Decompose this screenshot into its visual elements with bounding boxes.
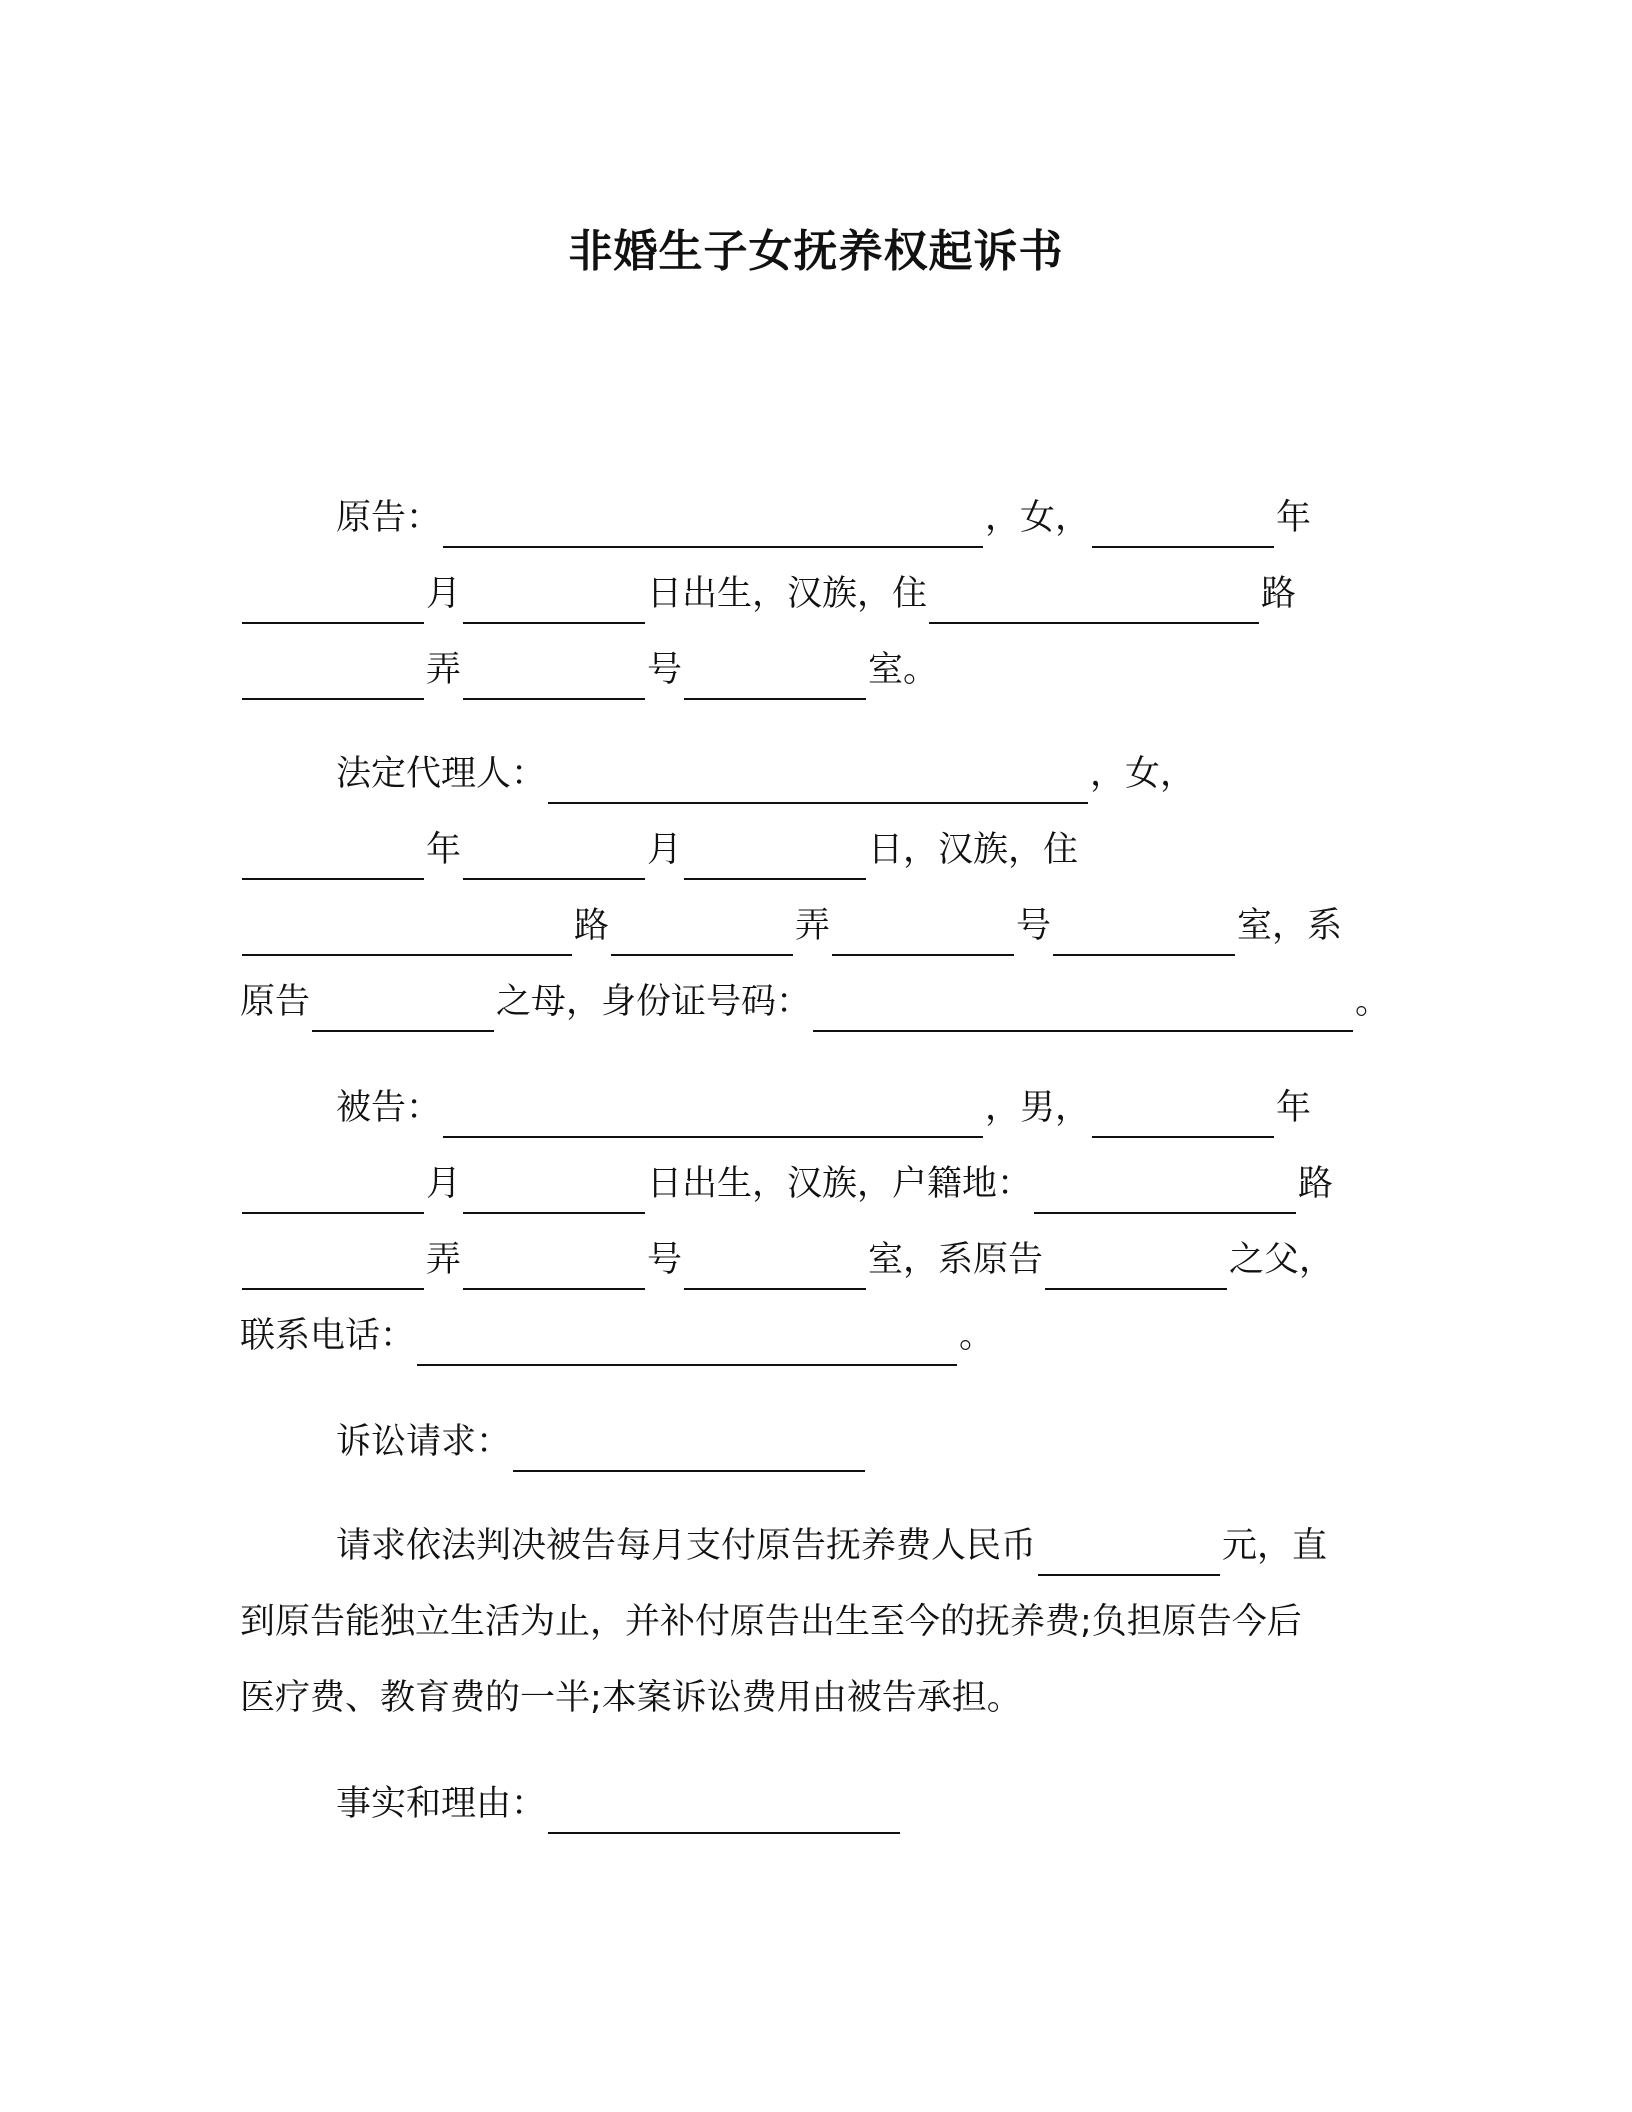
- room-relation-text: 室，系: [1237, 906, 1343, 946]
- claims-text-3: 医疗费、教育费的一半;本案诉讼费用由被告承担。: [240, 1678, 1022, 1718]
- claims-text-2: 到原告能独立生活为止，并补付原告出生至今的抚养费;负担原告今后: [240, 1602, 1302, 1642]
- plaintiff-lane-blank[interactable]: [242, 652, 424, 700]
- phone-label: 联系电话：: [240, 1316, 416, 1356]
- period-text: 。: [959, 1316, 995, 1356]
- road-text: 路: [1298, 1164, 1334, 1204]
- defendant-relation-blank[interactable]: [1045, 1242, 1227, 1290]
- defendant-label: 被告：: [336, 1088, 442, 1128]
- defendant-phone-blank[interactable]: [417, 1318, 957, 1366]
- facts-heading-line: [336, 1774, 902, 1834]
- defendant-line-1: [336, 1078, 1311, 1138]
- plaintiff-gender-text: ，女，: [985, 498, 1091, 538]
- room-relation-text: 室，系原告: [868, 1240, 1044, 1280]
- number-text: 号: [647, 650, 683, 690]
- defendant-birth-year-blank[interactable]: [1092, 1090, 1274, 1138]
- period-text: 。: [1355, 982, 1391, 1022]
- document-title: 非婚生子女抚养权起诉书: [568, 226, 1064, 277]
- claims-heading-line: [336, 1412, 867, 1472]
- agent-year-blank[interactable]: [242, 832, 424, 880]
- plaintiff-line-1: [336, 488, 1311, 548]
- plaintiff-word: 原告: [240, 982, 311, 1022]
- claims-label: 诉讼请求：: [336, 1422, 512, 1462]
- defendant-room-blank[interactable]: [684, 1242, 866, 1290]
- agent-road-blank[interactable]: [242, 908, 572, 956]
- room-text: 室。: [868, 650, 939, 690]
- plaintiff-birth-month-blank[interactable]: [242, 576, 424, 624]
- agent-month-blank[interactable]: [463, 832, 645, 880]
- claims-line-3: [240, 1668, 1022, 1728]
- year-text: 年: [1276, 498, 1312, 538]
- defendant-line-3: [240, 1230, 1334, 1290]
- claims-blank[interactable]: [513, 1424, 865, 1472]
- agent-lane-blank[interactable]: [611, 908, 793, 956]
- year-text: 年: [1276, 1088, 1312, 1128]
- agent-line-2: [240, 820, 1078, 880]
- agent-line-3: [240, 896, 1342, 956]
- claims-line-2: [240, 1592, 1302, 1652]
- agent-line-1: [336, 744, 1195, 804]
- birth-ethnicity-text: 日出生，汉族，住: [647, 574, 928, 614]
- agent-line-4: [240, 972, 1390, 1032]
- lane-text: 弄: [795, 906, 831, 946]
- agent-relation-blank[interactable]: [312, 984, 494, 1032]
- number-text: 号: [647, 1240, 683, 1280]
- support-amount-blank[interactable]: [1038, 1528, 1220, 1576]
- agent-id-number-blank[interactable]: [813, 984, 1353, 1032]
- defendant-name-blank[interactable]: [443, 1090, 983, 1138]
- plaintiff-label: 原告：: [336, 498, 442, 538]
- day-ethnicity-text: 日，汉族，住: [868, 830, 1079, 870]
- month-text: 月: [426, 1164, 462, 1204]
- agent-room-blank[interactable]: [1053, 908, 1235, 956]
- road-text: 路: [574, 906, 610, 946]
- defendant-line-4: [240, 1306, 994, 1366]
- road-text: 路: [1261, 574, 1297, 614]
- facts-label: 事实和理由：: [336, 1784, 547, 1824]
- month-text: 月: [647, 830, 683, 870]
- facts-blank[interactable]: [548, 1786, 900, 1834]
- defendant-line-2: [240, 1154, 1333, 1214]
- agent-gender-text: ，女，: [1090, 754, 1196, 794]
- agent-name-blank[interactable]: [548, 756, 1088, 804]
- plaintiff-line-3: [240, 640, 938, 700]
- plaintiff-line-2: [240, 564, 1296, 624]
- defendant-birth-day-blank[interactable]: [463, 1166, 645, 1214]
- number-text: 号: [1016, 906, 1052, 946]
- plaintiff-road-blank[interactable]: [929, 576, 1259, 624]
- lane-text: 弄: [426, 650, 462, 690]
- defendant-birth-month-blank[interactable]: [242, 1166, 424, 1214]
- birth-domicile-text: 日出生，汉族，户籍地：: [647, 1164, 1033, 1204]
- claims-text-1a: 请求依法判决被告每月支付原告抚养费人民币: [336, 1526, 1037, 1566]
- year-text: 年: [426, 830, 462, 870]
- plaintiff-number-blank[interactable]: [463, 652, 645, 700]
- month-text: 月: [426, 574, 462, 614]
- defendant-road-blank[interactable]: [1034, 1166, 1296, 1214]
- plaintiff-birth-day-blank[interactable]: [463, 576, 645, 624]
- defendant-lane-blank[interactable]: [242, 1242, 424, 1290]
- claims-text-1b: 元，直: [1222, 1526, 1328, 1566]
- agent-day-blank[interactable]: [684, 832, 866, 880]
- agent-label: 法定代理人：: [336, 754, 547, 794]
- mother-id-text: 之母，身份证号码：: [496, 982, 812, 1022]
- plaintiff-room-blank[interactable]: [684, 652, 866, 700]
- defendant-number-blank[interactable]: [463, 1242, 645, 1290]
- claims-line-1: [336, 1516, 1327, 1576]
- plaintiff-name-blank[interactable]: [443, 500, 983, 548]
- defendant-gender-text: ，男，: [985, 1088, 1091, 1128]
- lane-text: 弄: [426, 1240, 462, 1280]
- plaintiff-birth-year-blank[interactable]: [1092, 500, 1274, 548]
- agent-number-blank[interactable]: [832, 908, 1014, 956]
- father-text: 之父，: [1229, 1240, 1335, 1280]
